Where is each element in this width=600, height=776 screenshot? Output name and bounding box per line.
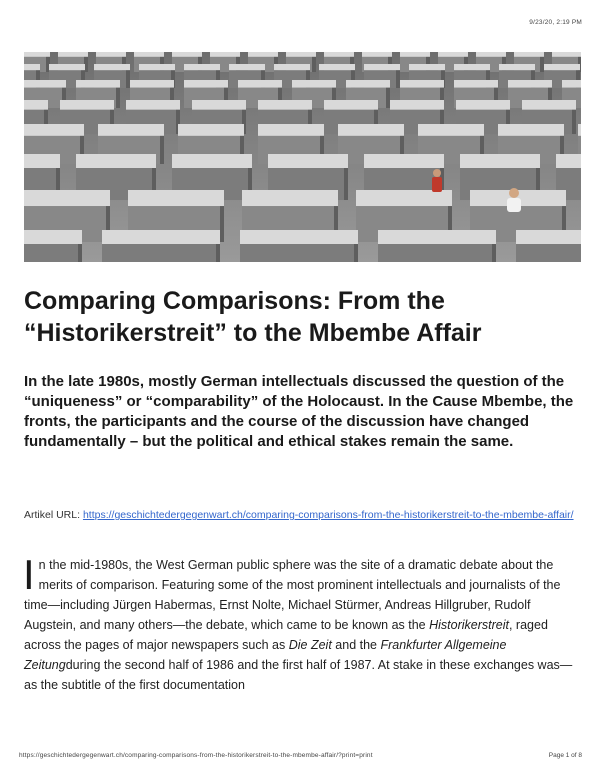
footer-print-url: https://geschichtedergegenwart.ch/comparing-comparisons-from-the-historikerstreit-to-the-mbembe-affair/?print=print bbox=[19, 752, 373, 759]
stele-top bbox=[409, 64, 445, 70]
stele-top bbox=[456, 100, 510, 110]
stele-top bbox=[460, 154, 540, 168]
stele-top bbox=[172, 154, 252, 168]
stele-top bbox=[238, 80, 282, 88]
stele-top bbox=[134, 52, 164, 57]
stele-top bbox=[24, 190, 110, 206]
stele-shadow bbox=[78, 244, 82, 262]
stele-top bbox=[418, 124, 484, 136]
stele-top bbox=[556, 154, 581, 168]
stele-top bbox=[126, 100, 180, 110]
body-emphasis-faz: Frankfurter Allgemeine Zeitung bbox=[24, 638, 507, 672]
stele-top bbox=[378, 230, 496, 244]
stele-shadow bbox=[396, 70, 400, 88]
article-title: Comparing Comparisons: From the “Historikerstreit” to the Mbembe Affair bbox=[24, 287, 482, 347]
stele-top bbox=[454, 80, 498, 88]
stele-face bbox=[378, 244, 496, 262]
stele-top bbox=[364, 154, 444, 168]
stele-top bbox=[178, 124, 244, 136]
stele-top bbox=[516, 230, 581, 244]
stele-top bbox=[286, 52, 316, 57]
stele-top bbox=[362, 52, 392, 57]
stele-shadow bbox=[312, 57, 316, 72]
stele-top bbox=[242, 190, 338, 206]
stele-top bbox=[229, 64, 265, 70]
stele-face bbox=[516, 244, 581, 262]
stele-top bbox=[346, 80, 390, 88]
stele-top bbox=[184, 80, 228, 88]
stele-top bbox=[514, 52, 544, 57]
stele-top bbox=[400, 52, 430, 57]
stele-top bbox=[240, 230, 358, 244]
stele-shadow bbox=[220, 206, 224, 242]
stele-top bbox=[454, 64, 490, 70]
body-text-4: during the second half of 1986 and the first half of 1987. At stake in these exchanges was—as the subtitle of the first documentation bbox=[24, 658, 573, 692]
stele-top bbox=[390, 100, 444, 110]
stele-top bbox=[578, 124, 581, 136]
stele-shadow bbox=[344, 168, 348, 200]
print-timestamp: 9/23/20, 2:19 PM bbox=[529, 19, 582, 26]
stele-top bbox=[58, 52, 88, 57]
stele-top bbox=[319, 64, 355, 70]
stele-top bbox=[364, 64, 400, 70]
stele-top bbox=[522, 100, 576, 110]
stele-top bbox=[508, 80, 552, 88]
stele-top bbox=[544, 64, 580, 70]
footer-page-number: Page 1 of 8 bbox=[548, 752, 582, 759]
body-emphasis-die-zeit: Die Zeit bbox=[288, 638, 332, 652]
stele-top bbox=[24, 100, 48, 110]
stele-top bbox=[552, 52, 581, 57]
stele-top bbox=[172, 52, 202, 57]
body-emphasis-historikerstreit: Historikerstreit bbox=[429, 618, 509, 632]
body-text-3: and the bbox=[331, 638, 381, 652]
stele-top bbox=[258, 124, 324, 136]
stele-top bbox=[184, 64, 220, 70]
stele-top bbox=[400, 80, 444, 88]
stele-shadow bbox=[492, 244, 496, 262]
stele-top bbox=[274, 64, 310, 70]
stele-shadow bbox=[386, 88, 390, 108]
stele-top bbox=[130, 80, 174, 88]
stele-top bbox=[499, 64, 535, 70]
stele-shadow bbox=[116, 88, 120, 108]
stele-top bbox=[24, 52, 50, 57]
stele-top bbox=[324, 100, 378, 110]
stele-top bbox=[102, 230, 220, 244]
stele-top bbox=[24, 124, 84, 136]
stele-shadow bbox=[216, 244, 220, 262]
stele-top bbox=[258, 100, 312, 110]
stele-top bbox=[60, 100, 114, 110]
stele-top bbox=[210, 52, 240, 57]
stele-top bbox=[338, 124, 404, 136]
stele-shadow bbox=[540, 57, 544, 72]
hero-image bbox=[24, 52, 581, 262]
stele-face bbox=[24, 244, 82, 262]
article-body bbox=[23, 551, 580, 695]
memorial-stelae-illustration bbox=[24, 52, 581, 262]
stele-top bbox=[476, 52, 506, 57]
stele-shadow bbox=[572, 110, 576, 134]
stele-top bbox=[139, 64, 175, 70]
visitor-figure-red bbox=[432, 169, 442, 192]
stele-shadow bbox=[354, 244, 358, 262]
article-url-line bbox=[24, 508, 584, 522]
stele-top bbox=[24, 64, 40, 70]
stele-top bbox=[24, 154, 60, 168]
stele-top bbox=[76, 80, 120, 88]
stele-top bbox=[292, 80, 336, 88]
stele-top bbox=[24, 80, 66, 88]
stele-top bbox=[94, 64, 130, 70]
stele-top bbox=[98, 124, 164, 136]
stele-top bbox=[268, 154, 348, 168]
stele-face bbox=[240, 244, 358, 262]
article-url-link[interactable]: https://geschichtedergegenwart.ch/comparing-comparisons-from-the-historikerstreit-to-the-mbembe-affair/ bbox=[82, 509, 574, 521]
stele-top bbox=[324, 52, 354, 57]
stele-shadow bbox=[160, 136, 164, 164]
drop-cap: I bbox=[23, 551, 35, 598]
stele-shadow bbox=[126, 70, 130, 88]
stele-top bbox=[438, 52, 468, 57]
body-text-1: n the mid-1980s, the West German public sphere was the site of a dramatic debate about the merits of comparison. Featuring some of the most prominent intellectuals and journalists of the time—including Jürgen Habermas, Ernst Nolte, Michael Stürmer, Andreas Hillgruber, Rudolf Augstein, and many others—the debate, which came to be known as the bbox=[24, 558, 561, 632]
article-lead: In the late 1980s, mostly German intellectuals discussed the question of the “uniqueness” or “comparability” of the Holocaust. In the Cause Mbembe, the fronts, the participants and the course of the discussion have changed fundamentally – but the political and ethical stakes remain the same. bbox=[24, 373, 574, 450]
stele-top bbox=[248, 52, 278, 57]
body-text-2: , raged across the pages of major newspapers such as bbox=[24, 618, 548, 652]
stele-top bbox=[562, 80, 581, 88]
stele-face bbox=[102, 244, 220, 262]
stele-top bbox=[356, 190, 452, 206]
stele-top bbox=[24, 230, 82, 244]
stele-top bbox=[192, 100, 246, 110]
stele-top bbox=[76, 154, 156, 168]
stele-top bbox=[49, 64, 85, 70]
article-url-label: Artikel URL: bbox=[24, 509, 81, 521]
stele-top bbox=[498, 124, 564, 136]
stele-top bbox=[128, 190, 224, 206]
stele-top bbox=[96, 52, 126, 57]
